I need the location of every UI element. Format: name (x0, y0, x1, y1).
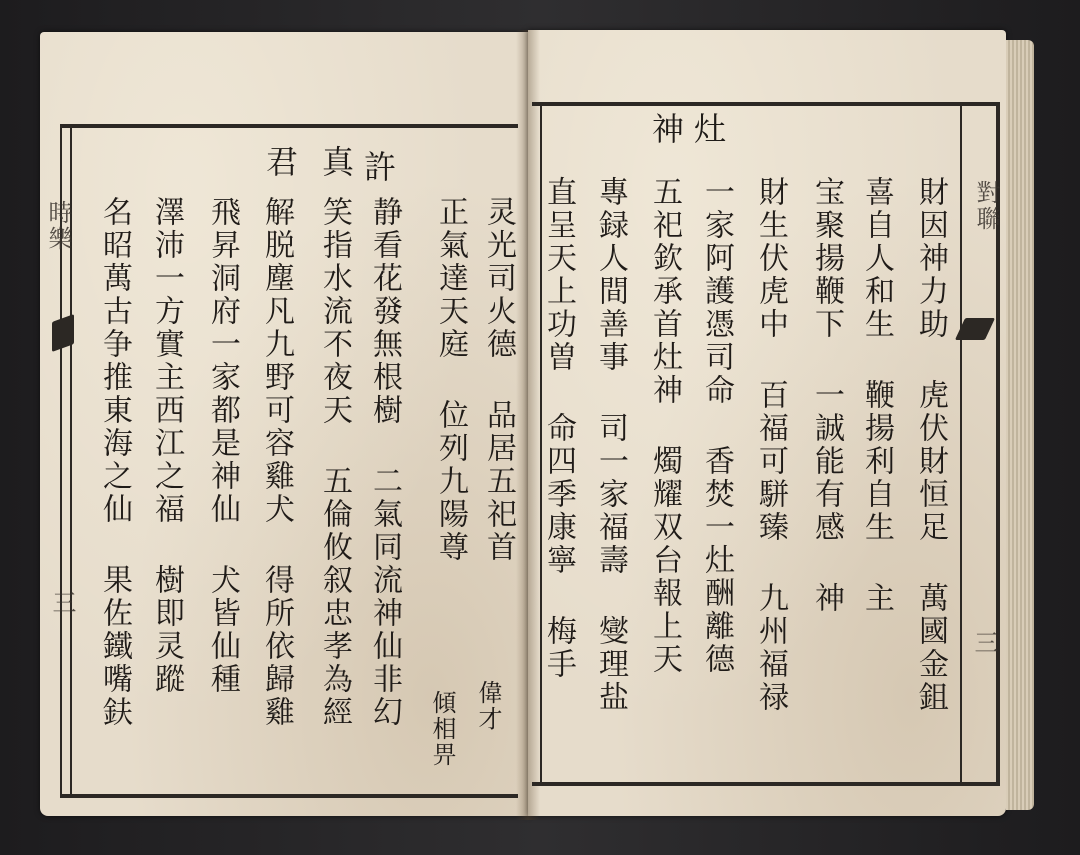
right-margin-title: 對聯 (972, 180, 1000, 232)
right-header-char-1: 灶 (689, 112, 727, 158)
right-page-number: 三 (970, 630, 998, 656)
right-column-5: 一家阿護憑司命 香焚一灶酬離德 (699, 176, 734, 676)
left-header-char-2: 真 (317, 145, 355, 191)
left-header-char-1: 許 (359, 150, 397, 196)
right-column-1: 財因神力助 虎伏財恒足 萬國金鉏 (913, 176, 948, 714)
left-column-6: 飛昇洞府一家都是神仙 犬皆仙種 (205, 196, 240, 696)
left-margin-title: 時樂 (44, 200, 72, 252)
left-column-4: 笑指水流不夜天 五倫攸叙忠孝為經 (317, 196, 352, 729)
left-column-5: 解脱塵凡九野可容雞犬 得所依歸雞 (259, 196, 294, 729)
left-column-7: 澤沛一方實主西江之福 樹即灵蹤 (149, 196, 184, 696)
right-column-2: 喜自人和生 鞭揚利自生 主 (859, 176, 894, 615)
page-edges (1006, 40, 1034, 810)
right-column-8: 直呈天上功曽 命四季康寧 梅手 (541, 176, 576, 681)
left-header-char-3: 君 (261, 145, 299, 191)
left-column-3: 静看花發無根樹 二氣同流神仙非幻 (367, 196, 402, 729)
right-column-6: 五祀欽承首灶神 燭耀双台報上天 (647, 176, 682, 676)
left-page-number: 三 (48, 590, 76, 616)
right-column-7: 專録人間善事 司一家福壽 燮理盐 (593, 176, 628, 714)
left-edge-text-1: 偉才 (474, 680, 502, 732)
left-column-2: 正氣達天庭 位列九陽尊 (433, 196, 468, 564)
left-column-1: 灵光司火德 品居五祀首 (481, 196, 516, 564)
right-header-char-2: 神 (647, 112, 685, 158)
right-column-4: 財生伏虎中 百福可駢臻 九州福禄 (753, 176, 788, 714)
left-column-8: 名昭萬古争推東海之仙 果佐鐵嘴鈇 (97, 196, 132, 729)
right-column-3: 宝聚揚鞭下 一誠能有感 神 (809, 176, 844, 615)
left-edge-text-2: 傾相畀 (428, 690, 456, 768)
